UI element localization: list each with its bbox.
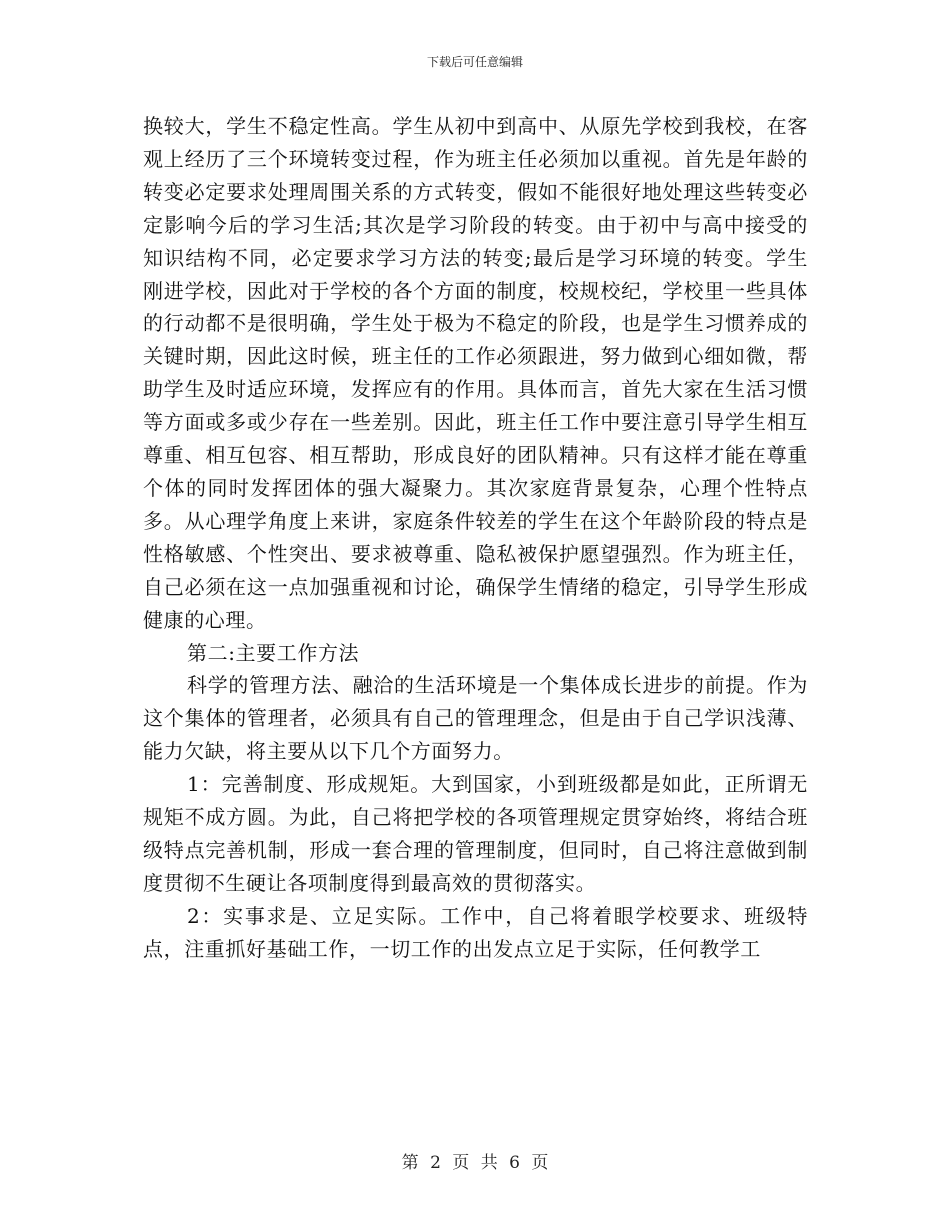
paragraph-item-2: 2：实事求是、立足实际。工作中，自己将着眼学校要求、班级特点，注重抓好基础工作，一切工作的出发点立足于实际，任何教学工	[143, 903, 808, 961]
page-header: 下载后可任意编辑	[426, 55, 523, 69]
page-number-footer: 第 2 页 共 6 页	[401, 1153, 549, 1173]
section-heading-work-methods: 第二:主要工作方法	[187, 640, 360, 665]
paragraph-management-intro: 科学的管理方法、融洽的生活环境是一个集体成长进步的前提。作为这个集体的管理者，必须具有自己的管理理念，但是由于自己学识浅薄、能力欠缺，将主要从以下几个方面努力。	[143, 673, 808, 764]
paragraph-item-1: 1：完善制度、形成规矩。大到国家，小到班级都是如此，正所谓无规矩不成方圆。为此，自己将把学校的各项管理规定贯穿始终，将结合班级特点完善机制，形成一套合理的管理制度，但同时，自己将注意做到制度贯彻不生硬让各项制度得到最高效的贯彻落实。	[143, 772, 808, 895]
paragraph-transition-issues: 换较大，学生不稳定性高。学生从初中到高中、从原先学校到我校，在客观上经历了三个环境转变过程，作为班主任必须加以重视。首先是年龄的转变必定要求处理周围关系的方式转变，假如不能很好地处理这些转变必定影响今后的学习生活;其次是学习阶段的转变。由于初中与高中接受的知识结构不同，必定要求学习方法的转变;最后是学习环境的转变。学生刚进学校，因此对于学校的各个方面的制度，校规校纪，学校里一些具体的行动都不是很明确，学生处于极为不稳定的阶段，也是学生习惯养成的关键时期，因此这时候，班主任的工作必须跟进，努力做到心细如微，帮助学生及时适应环境，发挥应有的作用。具体而言，首先大家在生活习惯等方面或多或少存在一些差别。因此，班主任工作中要注意引导学生相互尊重、相互包容、相互帮助，形成良好的团队精神。只有这样才能在尊重个体的同时发挥团体的强大凝聚力。其次家庭背景复杂，心理个性特点多。从心理学角度上来讲，家庭条件较差的学生在这个年龄阶段的特点是性格敏感、个性突出、要求被尊重、隐私被保护愿望强烈。作为班主任，自己必须在这一点加强重视和讨论，确保学生情绪的稳定，引导学生形成健康的心理。	[143, 114, 808, 632]
document-body	[143, 110, 808, 966]
